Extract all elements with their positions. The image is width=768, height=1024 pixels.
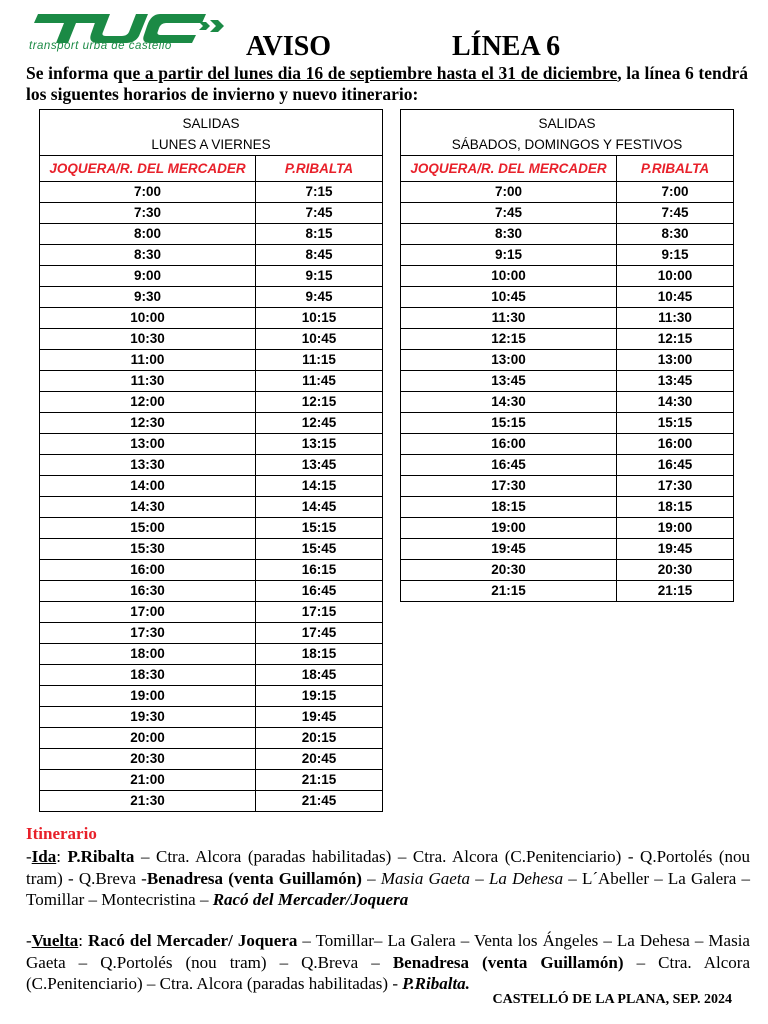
departure-ribalta: 19:15 xyxy=(256,686,383,707)
departure-ribalta: 17:15 xyxy=(256,602,383,623)
itinerary-vuelta: -Vuelta: Racó del Mercader/ Joquera – Tomillar– La Galera – Venta los Ángeles – La Dehesa – Masia Gaeta – Q.Portolés (nou tram) – Q.Breva – Benadresa (venta Guillamón) – Ctra. Alcora (C.Penitenciario) – Ctra. Alcora (paradas habilitadas) - P.Ribalta. xyxy=(26,931,751,993)
table-row xyxy=(40,644,383,665)
departure-ribalta: 7:15 xyxy=(256,182,383,203)
table-row xyxy=(401,203,734,224)
departure-ribalta: 18:15 xyxy=(256,644,383,665)
departure-joquera: 16:00 xyxy=(40,560,256,581)
table-row xyxy=(401,581,734,602)
departure-joquera: 18:00 xyxy=(40,644,256,665)
departure-joquera: 19:00 xyxy=(40,686,256,707)
table-row xyxy=(40,392,383,413)
departure-joquera: 17:30 xyxy=(401,476,617,497)
departure-ribalta: 12:15 xyxy=(617,329,734,350)
departure-joquera: 13:00 xyxy=(401,350,617,371)
departure-joquera: 13:45 xyxy=(401,371,617,392)
departure-ribalta: 10:45 xyxy=(617,287,734,308)
departure-joquera: 16:00 xyxy=(401,434,617,455)
table-row xyxy=(40,476,383,497)
departure-joquera: 18:15 xyxy=(401,497,617,518)
table-row xyxy=(40,434,383,455)
table-row xyxy=(40,770,383,791)
departure-ribalta: 13:45 xyxy=(617,371,734,392)
departure-joquera: 13:00 xyxy=(40,434,256,455)
table-row xyxy=(40,686,383,707)
departure-joquera: 21:15 xyxy=(401,581,617,602)
table-row xyxy=(401,182,734,203)
table-row xyxy=(40,266,383,287)
departure-ribalta: 10:15 xyxy=(256,308,383,329)
departure-ribalta: 15:15 xyxy=(256,518,383,539)
table-row xyxy=(401,224,734,245)
departure-ribalta: 21:15 xyxy=(256,770,383,791)
table-row xyxy=(401,287,734,308)
departure-joquera: 10:00 xyxy=(401,266,617,287)
departure-ribalta: 7:45 xyxy=(256,203,383,224)
line-title: LÍNEA 6 xyxy=(452,31,561,62)
departure-joquera: 7:30 xyxy=(40,203,256,224)
departure-joquera: 9:30 xyxy=(40,287,256,308)
departure-ribalta: 8:45 xyxy=(256,245,383,266)
departure-ribalta: 11:15 xyxy=(256,350,383,371)
table-row xyxy=(40,518,383,539)
stop-header-row xyxy=(40,156,383,182)
departure-ribalta: 10:45 xyxy=(256,329,383,350)
table-row xyxy=(40,308,383,329)
table-row xyxy=(401,539,734,560)
table-row xyxy=(40,728,383,749)
departure-joquera: 12:15 xyxy=(401,329,617,350)
table-row xyxy=(40,371,383,392)
weekday-schedule-table xyxy=(39,109,383,812)
departure-joquera: 16:30 xyxy=(40,581,256,602)
table-row xyxy=(40,665,383,686)
departure-ribalta: 7:00 xyxy=(617,182,734,203)
table-row xyxy=(401,434,734,455)
stop-header-ribalta: P.RIBALTA xyxy=(617,156,734,182)
weekend-schedule-table xyxy=(400,109,734,602)
departure-ribalta: 20:45 xyxy=(256,749,383,770)
table-row xyxy=(40,581,383,602)
departure-joquera: 7:00 xyxy=(40,182,256,203)
departure-joquera: 17:00 xyxy=(40,602,256,623)
departure-joquera: 12:30 xyxy=(40,413,256,434)
departure-ribalta: 20:15 xyxy=(256,728,383,749)
departure-joquera: 15:15 xyxy=(401,413,617,434)
departure-ribalta: 11:30 xyxy=(617,308,734,329)
table-row xyxy=(401,476,734,497)
departure-ribalta: 11:45 xyxy=(256,371,383,392)
stop-header-ribalta: P.RIBALTA xyxy=(256,156,383,182)
departure-ribalta: 9:45 xyxy=(256,287,383,308)
departure-ribalta: 17:30 xyxy=(617,476,734,497)
departure-ribalta: 10:00 xyxy=(617,266,734,287)
departure-ribalta: 15:15 xyxy=(617,413,734,434)
departure-ribalta: 18:45 xyxy=(256,665,383,686)
table-row xyxy=(40,203,383,224)
departure-ribalta: 21:45 xyxy=(256,791,383,812)
weekday-title: SALIDAS LUNES A VIERNES xyxy=(40,110,383,156)
departure-joquera: 20:00 xyxy=(40,728,256,749)
stop-header-joquera: JOQUERA/R. DEL MERCADER xyxy=(40,156,256,182)
table-row xyxy=(401,455,734,476)
departure-ribalta: 14:30 xyxy=(617,392,734,413)
departure-joquera: 15:00 xyxy=(40,518,256,539)
table-row xyxy=(401,518,734,539)
departure-ribalta: 12:15 xyxy=(256,392,383,413)
table-row xyxy=(401,329,734,350)
departure-ribalta: 16:45 xyxy=(617,455,734,476)
departure-ribalta: 16:00 xyxy=(617,434,734,455)
notice-title: AVISO xyxy=(246,31,332,62)
departure-joquera: 10:30 xyxy=(40,329,256,350)
table-row xyxy=(40,413,383,434)
table-title-row xyxy=(401,110,734,156)
departure-joquera: 14:30 xyxy=(40,497,256,518)
departure-ribalta: 13:45 xyxy=(256,455,383,476)
table-row xyxy=(401,371,734,392)
table-row xyxy=(40,707,383,728)
stop-header-joquera: JOQUERA/R. DEL MERCADER xyxy=(401,156,617,182)
departure-joquera: 12:00 xyxy=(40,392,256,413)
departure-joquera: 20:30 xyxy=(40,749,256,770)
table-row xyxy=(401,392,734,413)
departure-joquera: 8:30 xyxy=(40,245,256,266)
table-row xyxy=(401,497,734,518)
departure-joquera: 8:30 xyxy=(401,224,617,245)
departure-joquera: 19:00 xyxy=(401,518,617,539)
departure-joquera: 21:30 xyxy=(40,791,256,812)
departure-ribalta: 13:15 xyxy=(256,434,383,455)
table-title-row xyxy=(40,110,383,156)
table-row xyxy=(401,413,734,434)
departure-ribalta: 17:45 xyxy=(256,623,383,644)
departure-ribalta: 19:45 xyxy=(256,707,383,728)
table-row xyxy=(401,245,734,266)
logo-tagline: transport urbà de castelló xyxy=(29,40,172,52)
table-row xyxy=(40,539,383,560)
departure-ribalta: 16:45 xyxy=(256,581,383,602)
departure-ribalta: 18:15 xyxy=(617,497,734,518)
departure-joquera: 20:30 xyxy=(401,560,617,581)
itinerary-title: Itinerario xyxy=(26,824,97,843)
departure-ribalta: 8:30 xyxy=(617,224,734,245)
departure-joquera: 19:45 xyxy=(401,539,617,560)
table-row xyxy=(40,329,383,350)
departure-joquera: 10:45 xyxy=(401,287,617,308)
departure-ribalta: 14:15 xyxy=(256,476,383,497)
table-row xyxy=(40,182,383,203)
departure-joquera: 7:45 xyxy=(401,203,617,224)
departure-joquera: 11:00 xyxy=(40,350,256,371)
table-row xyxy=(40,749,383,770)
table-row xyxy=(401,560,734,581)
departure-ribalta: 21:15 xyxy=(617,581,734,602)
departure-joquera: 17:30 xyxy=(40,623,256,644)
weekend-title: SALIDAS SÁBADOS, DOMINGOS Y FESTIVOS xyxy=(401,110,734,156)
table-row xyxy=(401,308,734,329)
departure-joquera: 19:30 xyxy=(40,707,256,728)
stop-header-row xyxy=(401,156,734,182)
table-row xyxy=(40,497,383,518)
departure-ribalta: 9:15 xyxy=(256,266,383,287)
departure-joquera: 8:00 xyxy=(40,224,256,245)
departure-ribalta: 13:00 xyxy=(617,350,734,371)
departure-ribalta: 19:00 xyxy=(617,518,734,539)
departure-ribalta: 9:15 xyxy=(617,245,734,266)
departure-joquera: 16:45 xyxy=(401,455,617,476)
departure-joquera: 14:30 xyxy=(401,392,617,413)
departure-ribalta: 15:45 xyxy=(256,539,383,560)
departure-joquera: 13:30 xyxy=(40,455,256,476)
table-row xyxy=(401,266,734,287)
intro-paragraph: Se informa que a partir del lunes dia 16 de septiembre hasta el 31 de diciembre, la línea 6 tendrá los siguentes horarios de invierno y nuevo itinerario: xyxy=(26,63,749,104)
departure-joquera: 21:00 xyxy=(40,770,256,791)
table-row xyxy=(40,455,383,476)
table-row xyxy=(40,287,383,308)
table-row xyxy=(40,791,383,812)
departure-ribalta: 7:45 xyxy=(617,203,734,224)
departure-joquera: 9:00 xyxy=(40,266,256,287)
table-row xyxy=(40,350,383,371)
table-row xyxy=(40,602,383,623)
departure-joquera: 7:00 xyxy=(401,182,617,203)
table-row xyxy=(40,560,383,581)
departure-ribalta: 20:30 xyxy=(617,560,734,581)
itinerary-ida: -Ida: P.Ribalta – Ctra. Alcora (paradas habilitadas) – Ctra. Alcora (C.Penitenciario) - Q.Portolés (nou tram) - Q.Breva -Benadresa (venta Guillamón) – Masia Gaeta – La Dehesa – L´Abeller – La Galera – Tomillar – Montecristina – Racó del Mercader/Joquera xyxy=(26,847,751,909)
table-row xyxy=(401,350,734,371)
departure-joquera: 11:30 xyxy=(401,308,617,329)
departure-ribalta: 8:15 xyxy=(256,224,383,245)
departure-ribalta: 14:45 xyxy=(256,497,383,518)
departure-joquera: 10:00 xyxy=(40,308,256,329)
table-row xyxy=(40,224,383,245)
footer-location-date: CASTELLÓ DE LA PLANA, SEP. 2024 xyxy=(492,992,732,1007)
departure-joquera: 18:30 xyxy=(40,665,256,686)
departure-joquera: 15:30 xyxy=(40,539,256,560)
table-row xyxy=(40,623,383,644)
departure-joquera: 14:00 xyxy=(40,476,256,497)
departure-ribalta: 19:45 xyxy=(617,539,734,560)
departure-joquera: 11:30 xyxy=(40,371,256,392)
departure-joquera: 9:15 xyxy=(401,245,617,266)
departure-ribalta: 16:15 xyxy=(256,560,383,581)
table-row xyxy=(40,245,383,266)
departure-ribalta: 12:45 xyxy=(256,413,383,434)
